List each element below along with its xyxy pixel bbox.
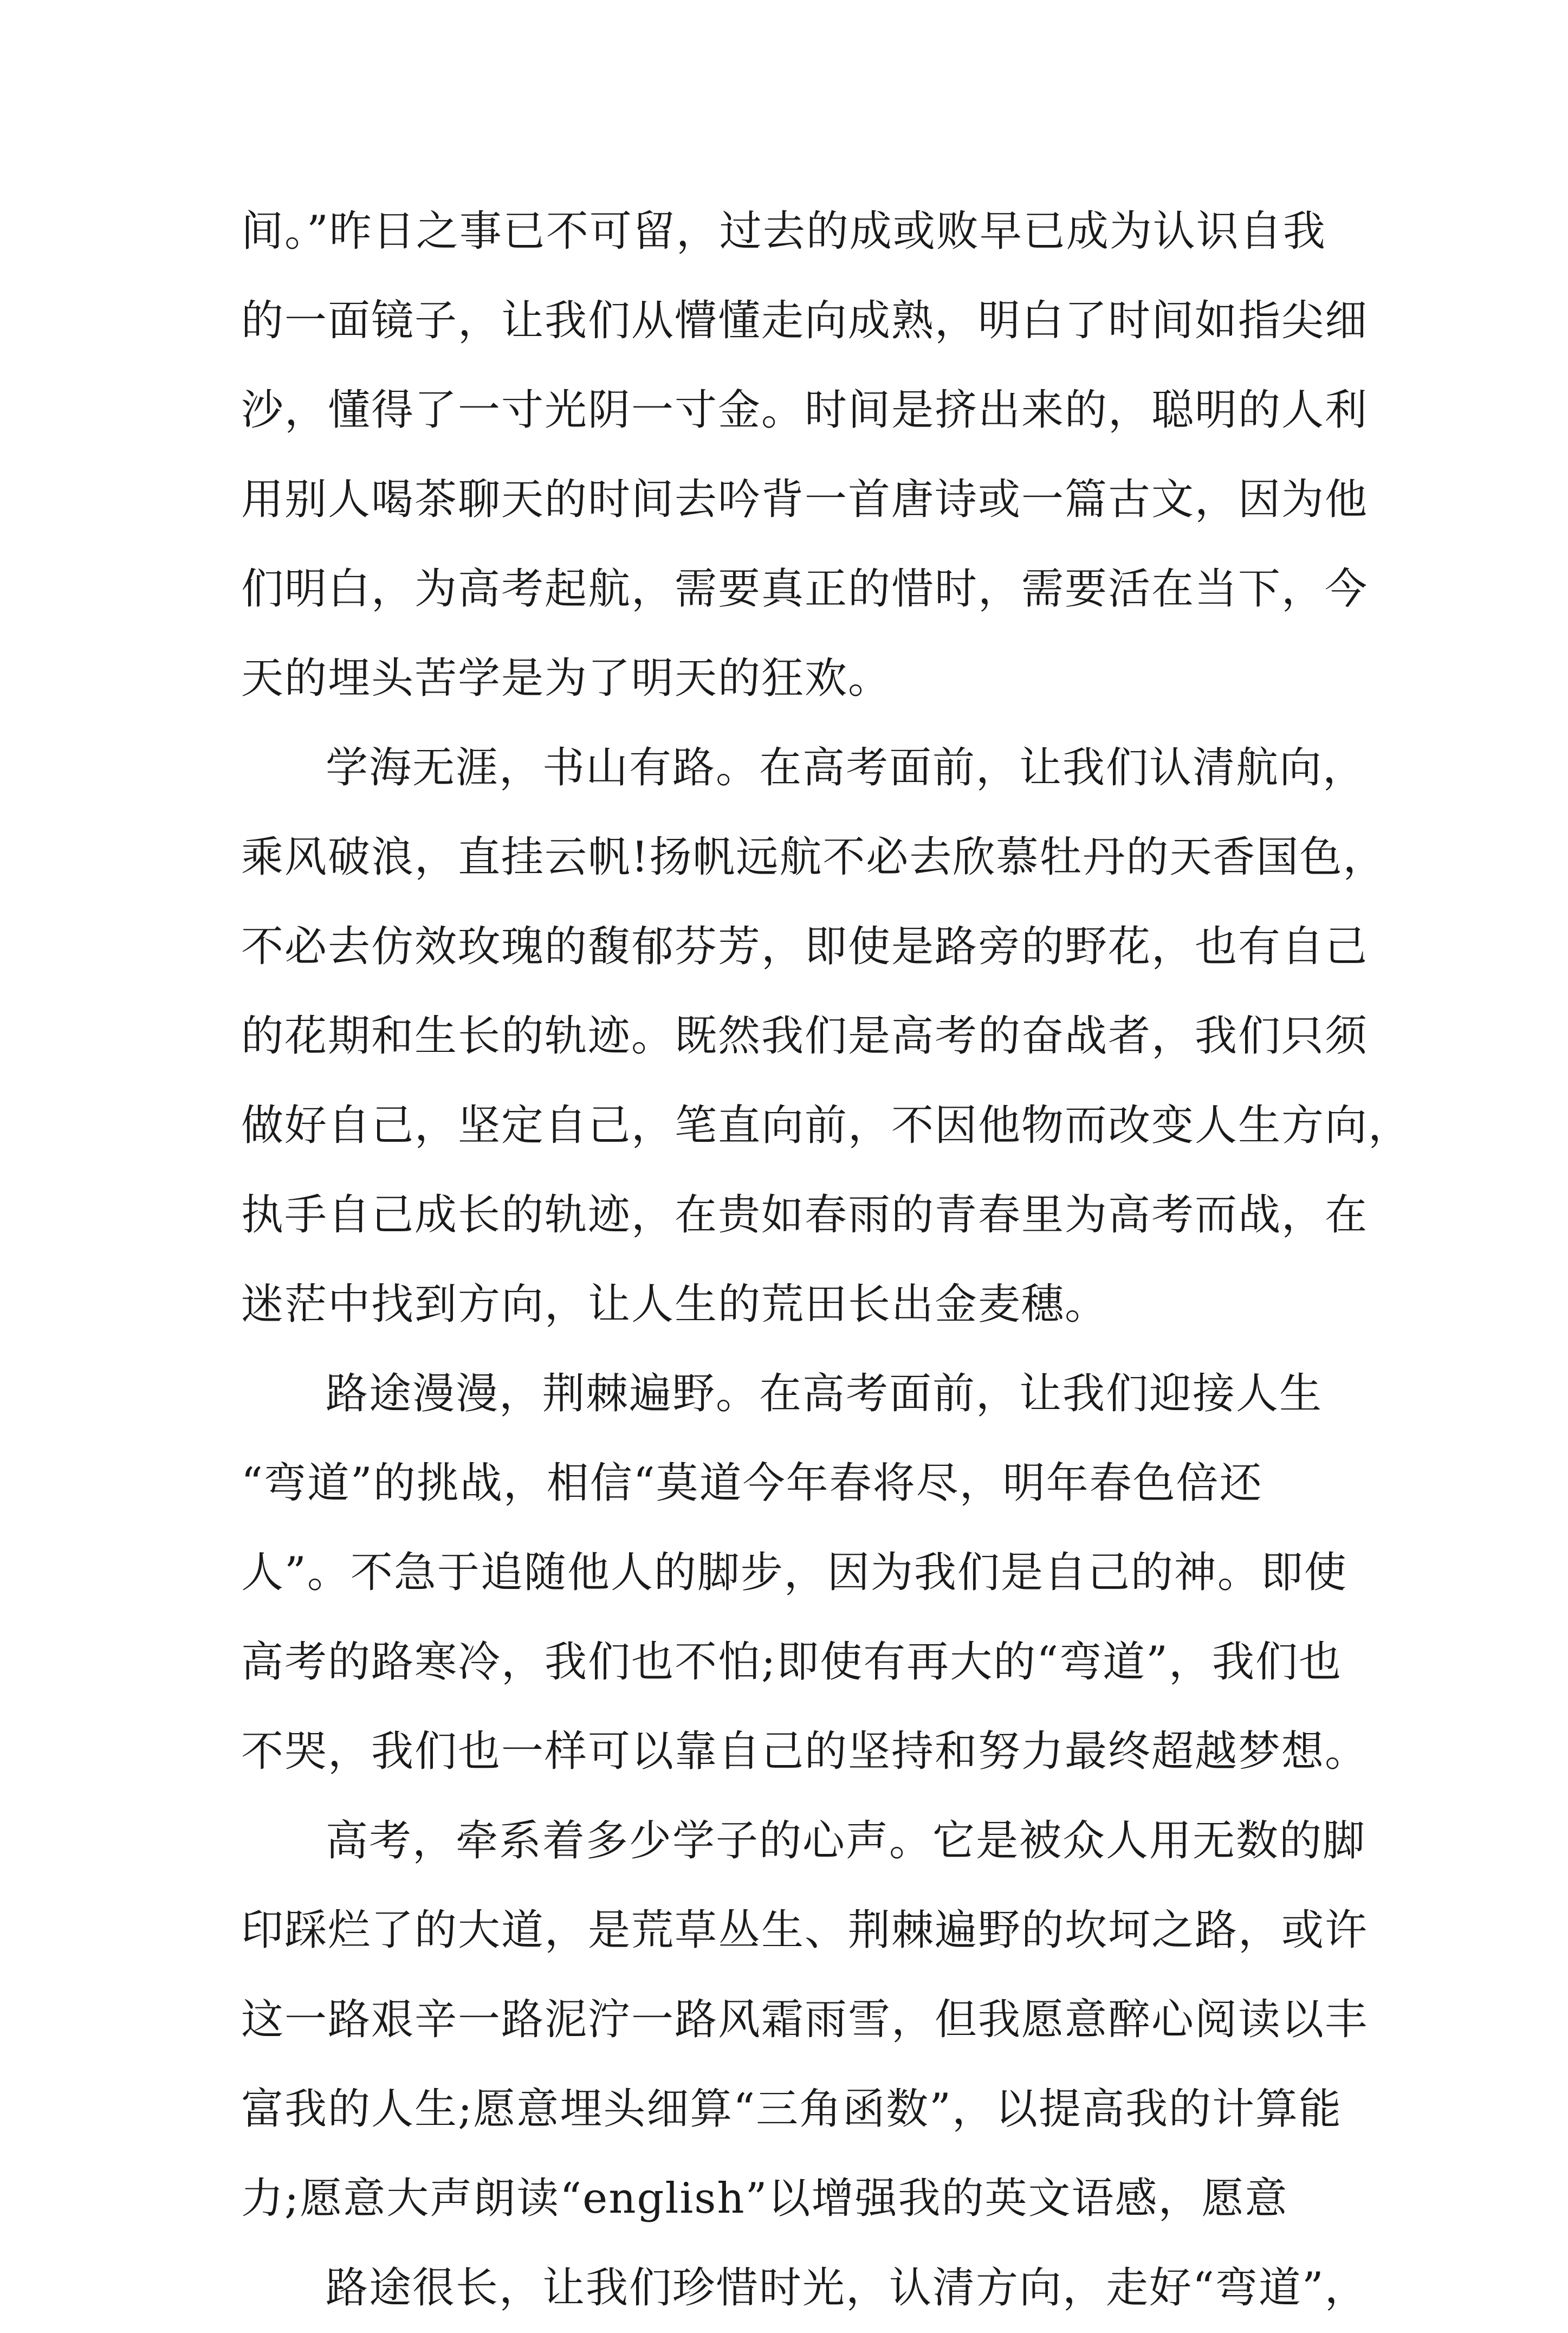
- text-line: 路途很长，让我们珍惜时光，认清方向，走好“弯道”，: [326, 2264, 1368, 2312]
- text-line: 印踩烂了的大道，是荒草丛生、荆棘遍野的坎坷之路，或许: [241, 1906, 1369, 1955]
- text-line: 执手自己成长的轨迹，在贵如春雨的青春里为高考而战，在: [241, 1191, 1369, 1239]
- text-line: 学海无涯，书山有路。在高考面前，让我们认清航向，: [326, 744, 1366, 792]
- text-line: 用别人喝茶聊天的时间去吟背一首唐诗或一篇古文，因为他: [241, 475, 1369, 524]
- text-line: 沙，懂得了一寸光阴一寸金。时间是挤出来的，聪明的人利: [241, 386, 1369, 435]
- text-line: 乘风破浪，直挂云帆!扬帆远航不必去欣慕牡丹的天香国色，: [241, 833, 1386, 882]
- text-line: 不必去仿效玫瑰的馥郁芬芳，即使是路旁的野花，也有自己: [241, 922, 1369, 971]
- paragraph-2: [241, 723, 1412, 1349]
- text-line: 的一面镜子，让我们从懵懂走向成熟，明白了时间如指尖细: [241, 296, 1369, 345]
- text-line: 力;愿意大声朗读“english”以增强我的英文语感，愿意: [241, 2174, 1288, 2223]
- text-line: 富我的人生;愿意埋头细算“三角函数”，以提高我的计算能: [241, 2085, 1343, 2134]
- text-line: “弯道”的挑战，相信“莫道今年春将尽，明年春色倍还: [241, 1459, 1263, 1508]
- paragraph-4: [241, 1796, 1369, 2244]
- text-line: 这一路艰辛一路泥泞一路风霜雨雪，但我愿意醉心阅读以丰: [241, 1995, 1369, 2044]
- text-line: 高考的路寒冷，我们也不怕;即使有再大的“弯道”，我们也: [241, 1638, 1343, 1686]
- text-line: 做好自己，坚定自己，笔直向前，不因他物而改变人生方向，: [241, 1101, 1412, 1150]
- paragraph-5: [241, 2244, 1368, 2333]
- paragraph-1: [241, 187, 1369, 723]
- document-body: [241, 187, 1412, 2333]
- text-line: 不哭，我们也一样可以靠自己的坚持和努力最终超越梦想。: [241, 1727, 1369, 1776]
- text-line: 们明白，为高考起航，需要真正的惜时，需要活在当下，今: [241, 565, 1369, 613]
- paragraph-3: [241, 1349, 1369, 1796]
- text-line: 的花期和生长的轨迹。既然我们是高考的奋战者，我们只须: [241, 1012, 1369, 1061]
- text-line: 路途漫漫，荆棘遍野。在高考面前，让我们迎接人生: [326, 1369, 1323, 1418]
- text-line: 高考，牵系着多少学子的心声。它是被众人用无数的脚: [326, 1817, 1366, 1865]
- text-line: 人”。不急于追随他人的脚步，因为我们是自己的神。即使: [241, 1548, 1347, 1597]
- text-line: 迷茫中找到方向，让人生的荒田长出金麦穗。: [241, 1280, 1109, 1329]
- text-line: 间。”昨日之事已不可留，过去的成或败早已成为认识自我: [241, 207, 1326, 256]
- text-line: 天的埋头苦学是为了明天的狂欢。: [241, 654, 892, 703]
